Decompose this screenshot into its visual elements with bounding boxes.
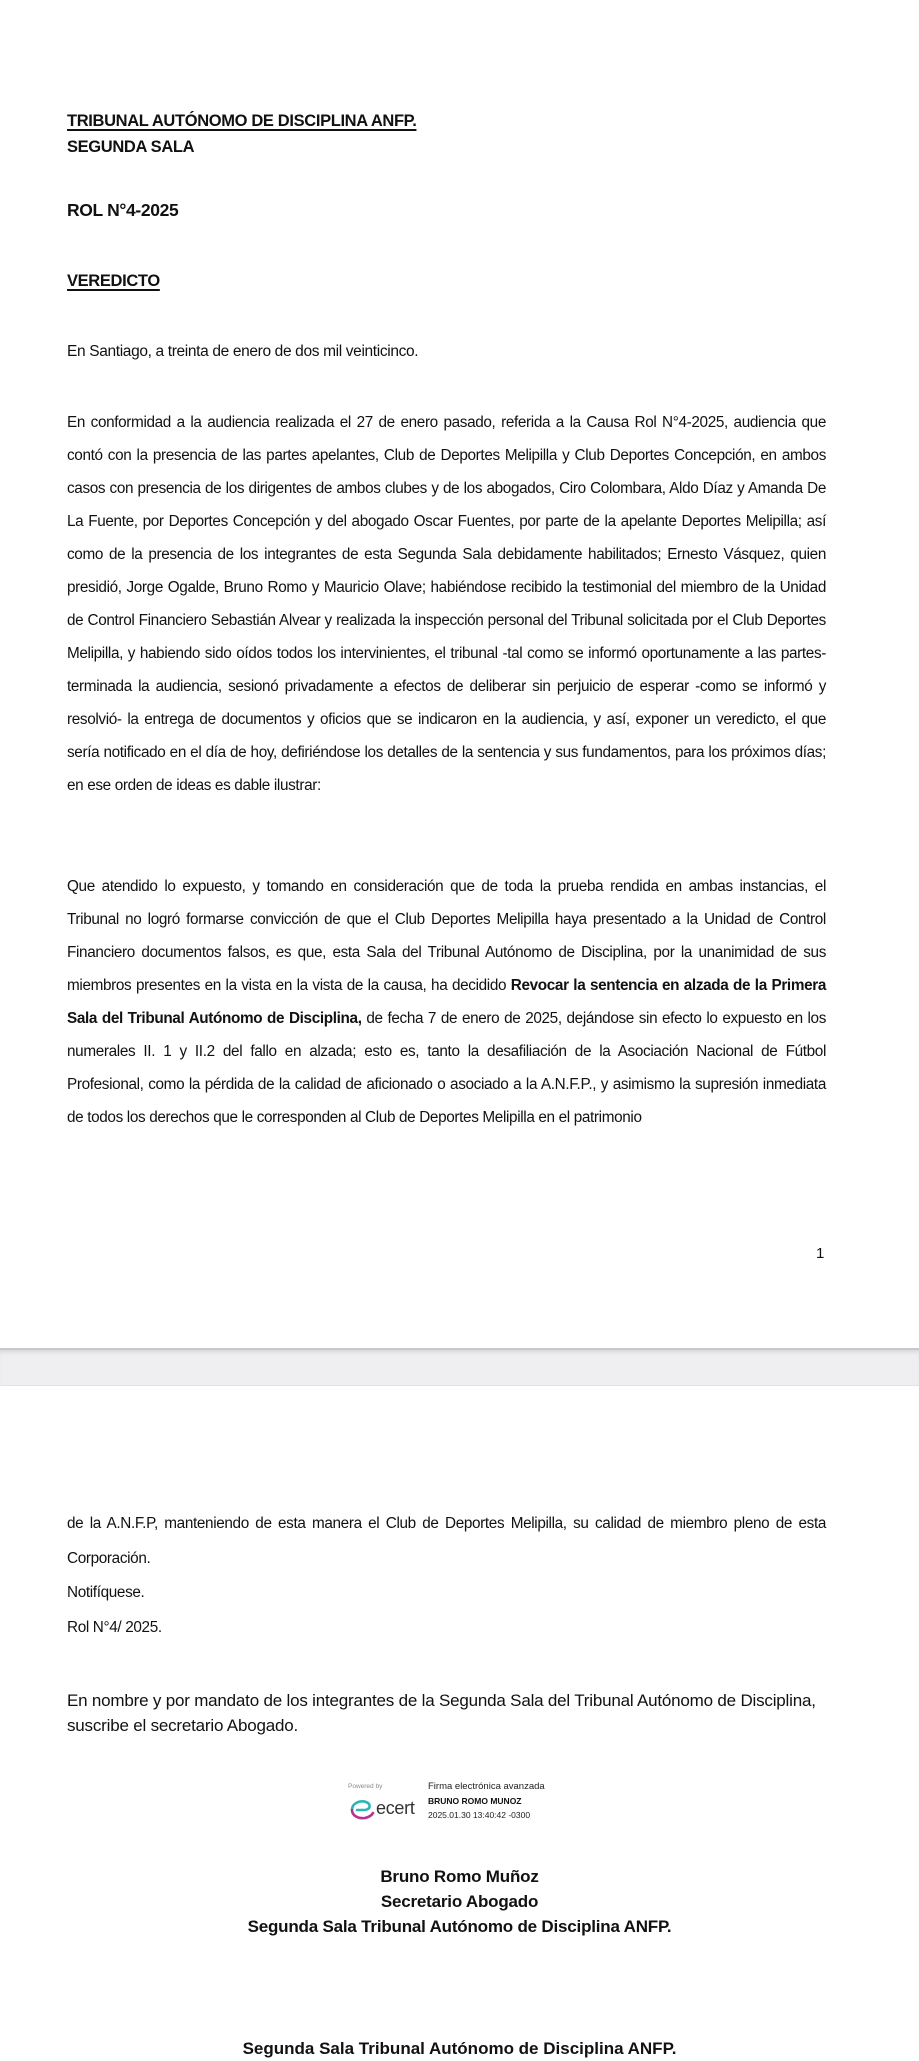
decision-text-revocation: Revocar la sentencia en alzada de la Primera Sala del Tribunal Autónomo de Disciplina,: [67, 977, 826, 1027]
signature-signer: BRUNO ROMO MUNOZ: [428, 1796, 522, 1806]
section-title-veredicto: VEREDICTO: [67, 272, 160, 290]
powered-by-label: Powered by: [348, 1783, 383, 1790]
ecert-logo: [348, 1798, 423, 1820]
notify-text: Notifíquese.: [67, 1584, 145, 1601]
page-number: 1: [816, 1245, 825, 1262]
decision-text-intro: Que atendido lo expuesto, y tomando en consideración que de toda la prueba rendida en ambas instancias, el Tribunal no logró formarse convicción de que el Club Deportes Melipilla haya presentado a la Unidad de Control Financiero documentos falsos, es que, esta Sala del Tribunal Autónomo de Disciplina, por la unanimidad de sus miembros presentes en la vista en la vista de la causa, ha decidido: [67, 878, 826, 994]
rol-footer: Rol N°4/ 2025.: [67, 1618, 162, 1636]
page-separator: [0, 1348, 919, 1386]
signature-timestamp: 2025.01.30 13:40:42 -0300: [428, 1810, 531, 1820]
rol-number: ROL N°4-2025: [67, 200, 179, 220]
sala-heading: SEGUNDA SALA: [67, 138, 195, 156]
signer-role: Secretario Abogado: [380, 1892, 539, 1911]
paragraph-decision: [67, 870, 826, 1134]
signer-organization: Segunda Sala Tribunal Autónomo de Disciplina ANFP.: [247, 1917, 672, 1936]
tribunal-heading: TRIBUNAL AUTÓNOMO DE DISCIPLINA ANFP.: [67, 112, 417, 130]
closing-statement: En nombre y por mandato de los integrantes de la Segunda Sala del Tribunal Autónomo de Disciplina, suscribe el secretario Abogado.: [67, 1691, 816, 1735]
ecert-wordmark: ecert: [376, 1798, 415, 1818]
place-and-date: En Santiago, a treinta de enero de dos mil veinticinco.: [67, 343, 419, 360]
decision-text-details: de fecha 7 de enero de 2025, dejándose sin efecto lo expuesto en los numerales II. 1 y II.2 del fallo en alzada; esto es, tanto la desafiliación de la Asociación Nacional de Fútbol Profesional, como la pérdida de la calidad de aficionado o asociado a la A.N.F.P., y asimismo la supresión inmediata de todos los derechos que le corresponden al Club de Deportes Melipilla en el patrimonio: [67, 1010, 827, 1126]
paragraph-hearing: En conformidad a la audiencia realizada el 27 de enero pasado, referida a la Causa Rol N°4-2025, audiencia que contó con la presencia de las partes apelantes, Club de Deportes Melipilla y Club Deportes Concepción, en ambos casos con presencia de los dirigentes de ambos clubes y de los abogados, Ciro Colombara, Aldo Díaz y Amanda De La Fuente, por Deportes Concepción y del abogado Oscar Fuentes, por parte de la apelante Deportes Melipilla; así como de la presencia de los integrantes de esta Segunda Sala debidamente habilitados; Ernesto Vásquez, quien presidió, Jorge Ogalde, Bruno Romo y Mauricio Olave; habiéndose recibido la testimonial del miembro de la Unidad de Control Financiero Sebastián Alvear y realizada la inspección personal del Tribunal solicitada por el Club Deportes Melipilla, y habiendo sido oídos todos los intervinientes, el tribunal -tal como se informó oportunamente a las partes- terminada la audiencia, sesionó privadamente a efectos de deliberar sin perjuicio de esperar -como se informó y resolvió- la entrega de documentos y oficios que se indicaron en la audiencia, y así, exponer un veredicto, el que sería notificado en el día de hoy, defiriéndose los detalles de la sentencia y sus fundamentos, para los próximos días; en ese orden de ideas es dable ilustrar:: [67, 414, 826, 794]
cutoff-footer-text: Segunda Sala Tribunal Autónomo de Disciplina ANFP.: [242, 2039, 677, 2058]
ecert-logo-icon: [348, 1798, 376, 1820]
signer-name: Bruno Romo Muñoz: [380, 1867, 539, 1886]
signature-type: Firma electrónica avanzada: [428, 1781, 545, 1792]
electronic-signature-stamp: [348, 1781, 588, 1829]
continuation-text: de la A.N.F.P, manteniendo de esta manera el Club de Deportes Melipilla, su calidad de miembro pleno de esta Corporación.: [67, 1515, 826, 1567]
page-2-body: [67, 1507, 826, 1645]
